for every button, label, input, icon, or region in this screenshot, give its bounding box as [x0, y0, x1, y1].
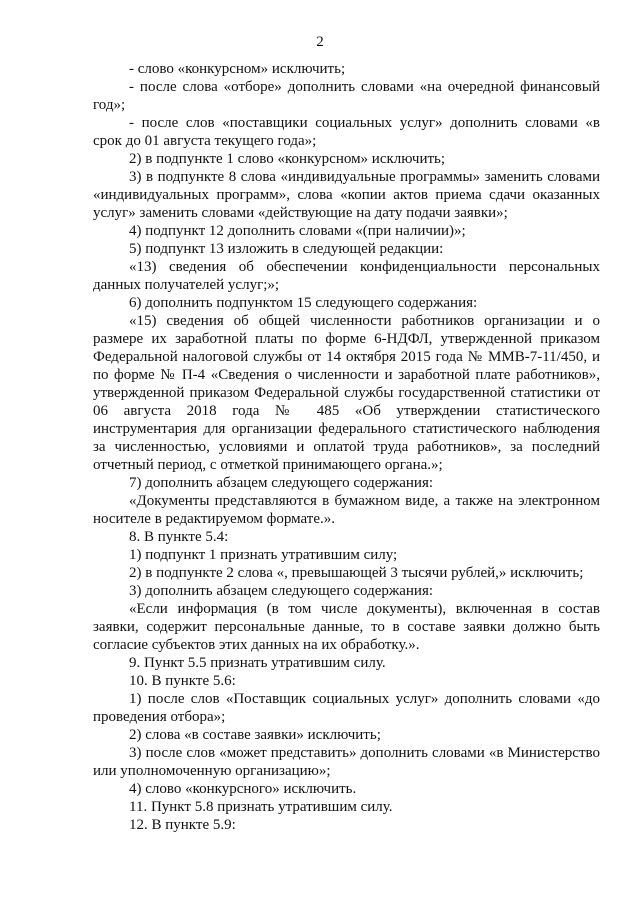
paragraph: 8. В пункте 5.4: — [129, 529, 229, 545]
paragraph: 2) в подпункте 2 слова «, превышающей 3 тысячи рублей,» исключить; — [129, 565, 584, 581]
paragraph: 1) после слов «Поставщик социальных услуг» дополнить словами «до проведения отбора»; — [93, 691, 600, 725]
paragraph: 1) подпункт 1 признать утратившим силу; — [129, 547, 398, 563]
paragraph: 9. Пункт 5.5 признать утратившим силу. — [129, 655, 386, 671]
paragraph: 2) слова «в составе заявки» исключить; — [129, 727, 381, 743]
paragraph: «Документы представляются в бумажном виде, а также на электронном носителе в редактируемом формате.». — [93, 493, 600, 527]
paragraph: 4) слово «конкурсного» исключить. — [129, 781, 357, 797]
document-body — [93, 60, 600, 834]
paragraph: 7) дополнить абзацем следующего содержания: — [129, 475, 434, 491]
paragraph: 3) после слов «может представить» дополнить словами «в Министерство или уполномоченную организацию»; — [93, 745, 600, 779]
paragraph: 10. В пункте 5.6: — [129, 673, 236, 689]
paragraph: 6) дополнить подпунктом 15 следующего содержания: — [129, 295, 478, 311]
paragraph: - после слова «отборе» дополнить словами «на очередной финансовый год»; — [93, 79, 600, 113]
paragraph: - слово «конкурсном» исключить; — [129, 61, 346, 77]
paragraph: 5) подпункт 13 изложить в следующей редакции: — [129, 241, 444, 257]
paragraph: «Если информация (в том числе документы), включенная в состав заявки, содержит персональные данные, то в составе заявки должно быть согласие субъектов этих данных на их обработку.». — [93, 601, 600, 653]
paragraph: «13) сведения об обеспечении конфиденциальности персональных данных получателей услуг;»; — [93, 259, 600, 293]
paragraph: 4) подпункт 12 дополнить словами «(при наличии)»; — [129, 223, 466, 239]
paragraph: «15) сведения об общей численности работников организации и о размере их заработной платы по форме 6-НДФЛ, утвержденной приказом Федеральной налоговой службы от 14 октября 2015 года № ММВ-7-11/450, и по форме № П-4 «Сведения о численности и заработной плате работников», утвержденной приказом Федеральной службы государственной статистики от 06 августа 2018 года № 485 «Об утверждении статистического инструментария для организации федерального статистического наблюдения за численностью, условиями и оплатой труда работников», за последний отчетный период, с отметкой принимающего органа.»; — [93, 313, 600, 473]
paragraph: 2) в подпункте 1 слово «конкурсном» исключить; — [129, 151, 446, 167]
paragraph: 3) дополнить абзацем следующего содержания: — [129, 583, 434, 599]
paragraph: - после слов «поставщики социальных услуг» дополнить словами «в срок до 01 августа текущего года»; — [93, 115, 600, 149]
paragraph: 3) в подпункте 8 слова «индивидуальные программы» заменить словами «индивидуальных программ», слова «копии актов приема сдачи оказанных услуг» заменить словами «действующие на дату подачи заявки»; — [93, 169, 600, 221]
paragraph: 11. Пункт 5.8 признать утратившим силу. — [129, 799, 393, 815]
page-number: 2 — [316, 34, 324, 50]
paragraph: 12. В пункте 5.9: — [129, 817, 236, 833]
